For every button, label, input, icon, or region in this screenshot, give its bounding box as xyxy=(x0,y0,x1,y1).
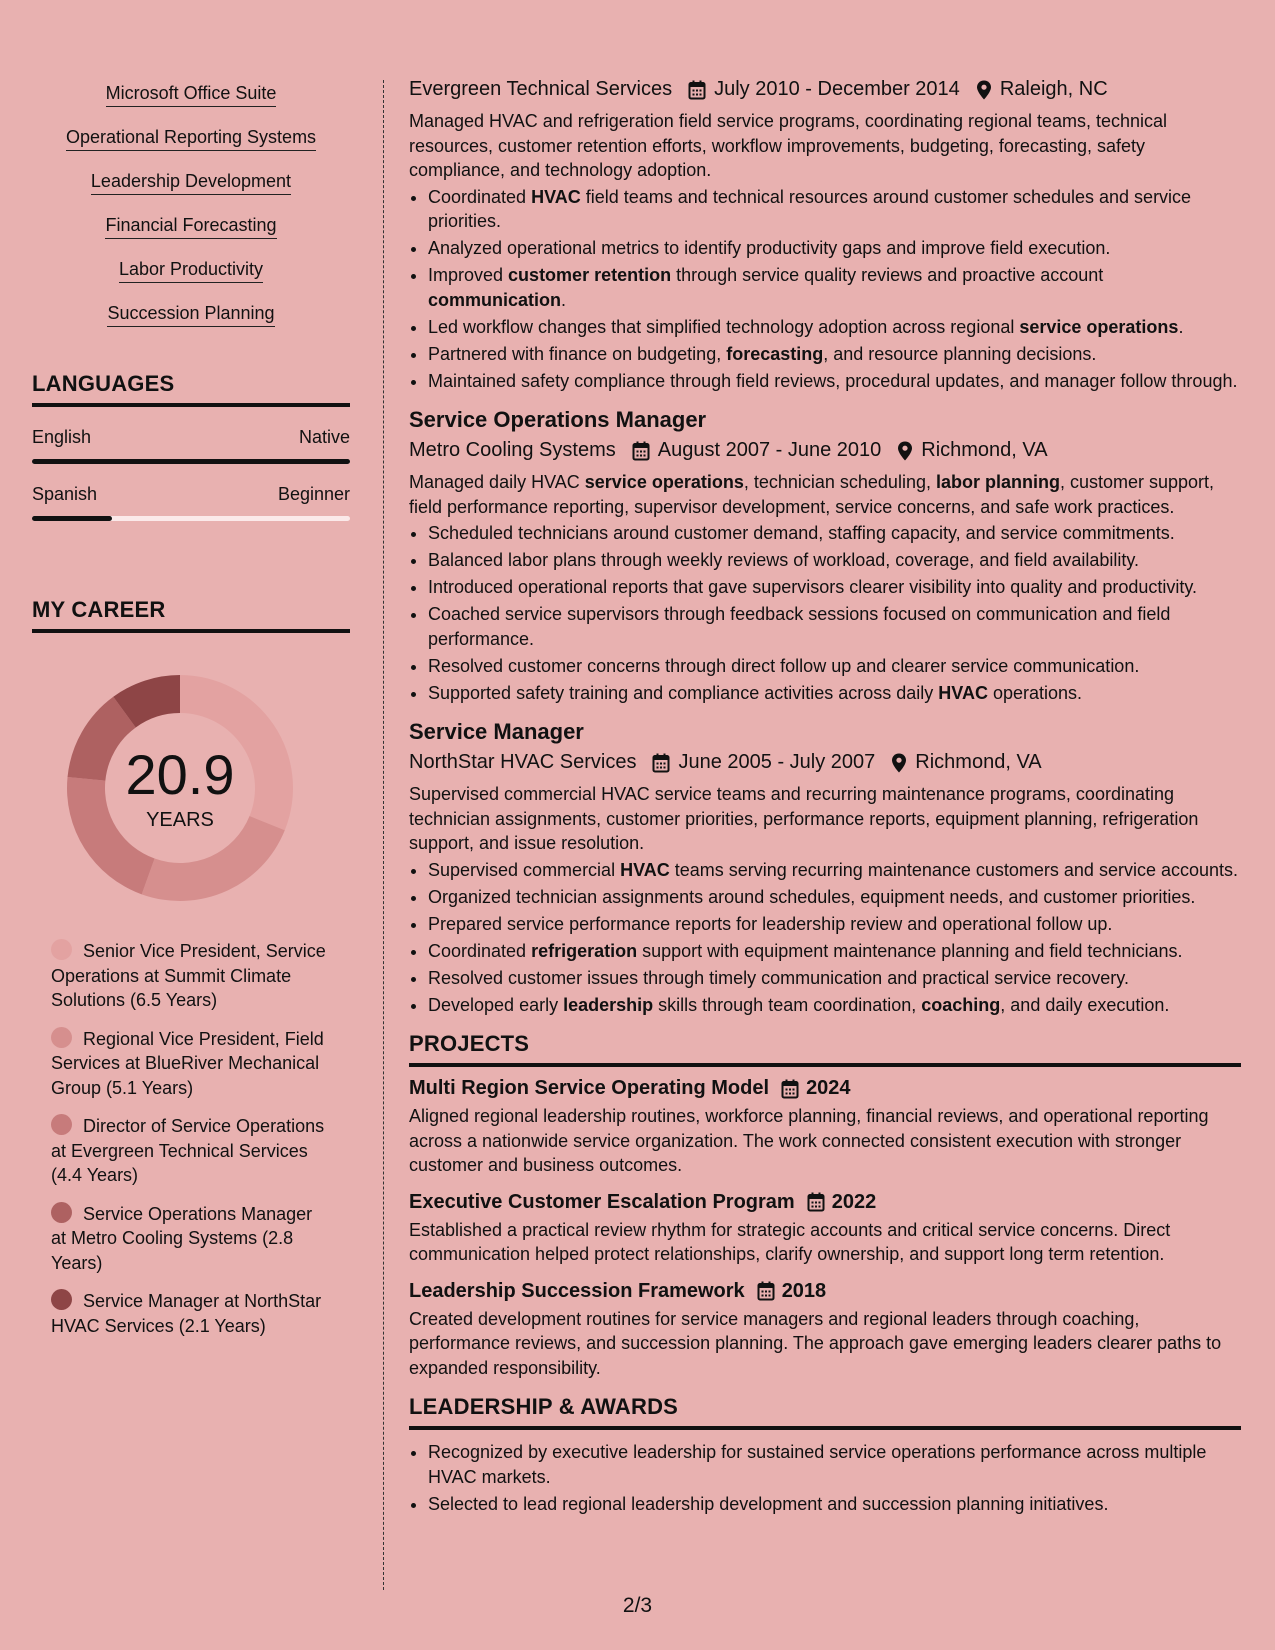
job-dates: July 2010 - December 2014 xyxy=(714,78,960,100)
job-bullet: • Prepared service performance reports for leadership review and operational follow up. xyxy=(428,912,1241,937)
job-bullet: • Resolved customer issues through timely communication and practical service recovery. xyxy=(428,966,1241,991)
job-company: NorthStar HVAC Services xyxy=(409,751,637,773)
career-heading: MY CAREER xyxy=(32,597,350,633)
legend-dot xyxy=(51,1202,72,1223)
language-item xyxy=(32,427,350,464)
bold-keyword: leadership xyxy=(563,994,654,1015)
job-entry xyxy=(409,407,1241,705)
career-legend-label: Regional Vice President, Field Services at BlueRiver Mechanical Group (5.1 Years) xyxy=(51,1028,324,1098)
project-description: Aligned regional leadership routines, workforce planning, financial reviews, and operational reporting across a nationwide service organization. The work connected consistent execution with stronger customer and business outcomes. xyxy=(409,1106,1209,1175)
skill-label: Microsoft Office Suite xyxy=(106,84,277,107)
main-column xyxy=(409,78,1241,1519)
career-legend-item xyxy=(51,1289,331,1338)
job-bullet: • Developed early leadership skills through team coordination, coaching, and daily execution. xyxy=(428,993,1241,1018)
career-donut-chart xyxy=(65,673,295,903)
bold-keyword: HVAC xyxy=(531,186,581,207)
languages-list xyxy=(32,427,350,521)
bold-keyword: customer retention xyxy=(508,265,672,285)
sidebar xyxy=(32,84,350,1352)
job-bullet: • Improved customer retention through service quality reviews and proactive account communication. xyxy=(428,263,1241,312)
job-bullet: • Analyzed operational metrics to identify productivity gaps and improve field execution. xyxy=(428,236,1241,261)
career-legend-item xyxy=(51,1114,331,1188)
job-bullets xyxy=(409,185,1241,394)
job-dates: August 2007 - June 2010 xyxy=(657,439,882,461)
skill-item xyxy=(32,172,350,195)
award-item: • Selected to lead regional leadership development and succession planning initiatives. xyxy=(428,1492,1241,1517)
job-bullet: • Led workflow changes that simplified technology adoption across regional service operations. xyxy=(428,315,1241,340)
project-description: Created development routines for service managers and regional leaders through coaching, performance reviews, and succession planning. The approach gave emerging leaders clearer paths to expanded responsibility. xyxy=(409,1308,1222,1378)
project-title: Multi Region Service Operating Model xyxy=(409,1077,770,1099)
languages-heading: LANGUAGES xyxy=(32,371,350,407)
project-year: 2018 xyxy=(781,1279,827,1302)
skill-label: Financial Forecasting xyxy=(105,216,276,239)
project-title: Executive Customer Escalation Program xyxy=(409,1190,795,1213)
language-name: Spanish xyxy=(32,484,98,504)
skills-list xyxy=(32,84,350,327)
language-labels xyxy=(32,427,350,448)
language-proficiency-fill xyxy=(32,459,350,464)
skill-item xyxy=(32,216,350,239)
experience-list xyxy=(409,78,1241,1017)
project-header xyxy=(409,1191,1241,1214)
calendar-icon xyxy=(807,1192,825,1212)
job-bullet: • Supported safety training and compliance activities across daily HVAC operations. xyxy=(428,681,1241,706)
project-entry xyxy=(409,1280,1241,1381)
job-meta xyxy=(409,78,1241,101)
job-bullets xyxy=(409,521,1241,705)
career-legend-item xyxy=(51,939,331,1013)
language-name: English xyxy=(32,427,92,447)
job-bullet: • Resolved customer concerns through direct follow up and clearer service communication. xyxy=(428,654,1241,679)
calendar-icon xyxy=(652,753,670,773)
language-proficiency-bar xyxy=(32,516,350,521)
job-entry xyxy=(409,719,1241,1017)
job-description: Managed HVAC and refrigeration field service programs, coordinating regional teams, technical resources, customer retention efforts, workflow improvements, budgeting, forecasting, safety compliance, and technology adoption. xyxy=(409,111,1168,180)
projects-heading: PROJECTS xyxy=(409,1031,1241,1067)
bold-keyword: communication xyxy=(428,289,562,310)
bold-keyword: service operations xyxy=(584,472,744,492)
calendar-icon xyxy=(632,441,650,461)
language-level: Beginner xyxy=(277,484,350,504)
job-title: Service Manager xyxy=(409,719,584,744)
job-bullet: • Maintained safety compliance through field reviews, procedural updates, and manager follow through. xyxy=(428,369,1241,394)
job-bullet: • Coordinated HVAC field teams and technical resources around customer schedules and service priorities. xyxy=(428,185,1241,234)
project-entry xyxy=(409,1077,1241,1178)
job-bullet: • Balanced labor plans through weekly reviews of workload, coverage, and field availability. xyxy=(428,548,1241,573)
language-proficiency-bar xyxy=(32,459,350,464)
job-bullet: • Scheduled technicians around customer demand, staffing capacity, and service commitments. xyxy=(428,521,1241,546)
job-description: Managed daily HVAC service operations, technician scheduling, labor planning, customer support, field performance reporting, supervisor development, service concerns, and safe work practices. xyxy=(409,472,1215,517)
project-header xyxy=(409,1280,1241,1303)
map-pin-icon xyxy=(891,753,907,773)
skill-label: Operational Reporting Systems xyxy=(66,128,316,151)
skill-label: Labor Productivity xyxy=(119,260,263,283)
skill-label: Leadership Development xyxy=(91,172,291,195)
legend-dot xyxy=(51,1114,72,1135)
project-description: Established a practical review rhythm for strategic accounts and critical service concerns. Direct communication helped protect relationships, clarify ownership, and support long term retention. xyxy=(409,1219,1171,1264)
job-bullet: • Introduced operational reports that gave supervisors clearer visibility into quality and productivity. xyxy=(428,575,1241,600)
project-year: 2024 xyxy=(806,1077,851,1099)
job-bullet: • Organized technician assignments around schedules, equipment needs, and customer priorities. xyxy=(428,885,1241,910)
page-number: 2/3 xyxy=(622,1594,653,1617)
bold-keyword: forecasting xyxy=(726,343,824,364)
skill-item xyxy=(32,260,350,283)
column-divider xyxy=(383,80,384,1590)
project-entry xyxy=(409,1191,1241,1267)
awards-heading: LEADERSHIP & AWARDS xyxy=(409,1394,1241,1430)
job-entry xyxy=(409,78,1241,393)
job-bullet: • Partnered with finance on budgeting, forecasting, and resource planning decisions. xyxy=(428,342,1241,367)
bold-keyword: HVAC xyxy=(938,682,988,703)
bold-keyword: labor planning xyxy=(935,472,1060,492)
career-legend-label: Director of Service Operations at Evergreen Technical Services (4.4 Years) xyxy=(51,1116,325,1185)
skill-item xyxy=(32,84,350,107)
legend-dot xyxy=(51,939,72,960)
project-title: Leadership Succession Framework xyxy=(409,1279,745,1302)
bold-keyword: coaching xyxy=(921,994,1001,1015)
job-bullet: • Supervised commercial HVAC teams serving recurring maintenance customers and service accounts. xyxy=(428,858,1241,883)
bold-keyword: service operations xyxy=(1019,316,1179,337)
job-description: Supervised commercial HVAC service teams and recurring maintenance programs, coordinating technician assignments, customer priorities, performance reports, equipment planning, refrigeration support, and issue resolution. xyxy=(409,784,1199,853)
career-legend-label: Service Manager at NorthStar HVAC Services (2.1 Years) xyxy=(51,1291,322,1336)
job-bullets xyxy=(409,858,1241,1018)
skill-label: Succession Planning xyxy=(107,304,274,327)
projects-list xyxy=(409,1077,1241,1380)
awards-list xyxy=(409,1440,1241,1516)
career-legend-label: Service Operations Manager at Metro Cooling Systems (2.8 Years) xyxy=(51,1203,313,1273)
career-total-years: 20.9 xyxy=(125,743,235,806)
job-meta xyxy=(409,439,1241,462)
job-bullet: • Coordinated refrigeration support with equipment maintenance planning and field technicians. xyxy=(428,939,1241,964)
job-location: Raleigh, NC xyxy=(999,78,1108,100)
career-legend-label: Senior Vice President, Service Operations at Summit Climate Solutions (6.5 Years) xyxy=(51,941,326,1010)
career-legend xyxy=(51,939,331,1338)
career-legend-item xyxy=(51,1027,331,1101)
calendar-icon xyxy=(781,1079,799,1099)
bold-keyword: HVAC xyxy=(620,859,670,880)
calendar-icon xyxy=(757,1281,775,1301)
career-total-unit: YEARS xyxy=(146,809,214,831)
job-location: Richmond, VA xyxy=(921,439,1048,461)
award-item: • Recognized by executive leadership for sustained service operations performance across multiple HVAC markets. xyxy=(428,1440,1241,1489)
project-year: 2022 xyxy=(831,1190,877,1213)
job-company: Metro Cooling Systems xyxy=(409,439,616,461)
job-title: Service Operations Manager xyxy=(409,407,707,432)
calendar-icon xyxy=(688,80,706,100)
legend-dot xyxy=(51,1027,72,1048)
skill-item xyxy=(32,128,350,151)
job-bullet: • Coached service supervisors through feedback sessions focused on communication and field performance. xyxy=(428,602,1241,651)
legend-dot xyxy=(51,1289,72,1310)
language-proficiency-fill xyxy=(32,516,112,521)
job-location: Richmond, VA xyxy=(915,751,1042,773)
bold-keyword: refrigeration xyxy=(531,940,638,961)
language-level: Native xyxy=(298,427,350,447)
career-legend-item xyxy=(51,1202,331,1276)
job-company: Evergreen Technical Services xyxy=(409,78,673,100)
language-labels xyxy=(32,484,350,505)
map-pin-icon xyxy=(976,80,992,100)
job-dates: June 2005 - July 2007 xyxy=(678,751,876,773)
language-item xyxy=(32,484,350,521)
map-pin-icon xyxy=(897,441,913,461)
skill-item xyxy=(32,304,350,327)
job-meta xyxy=(409,751,1241,774)
project-header xyxy=(409,1077,1241,1100)
